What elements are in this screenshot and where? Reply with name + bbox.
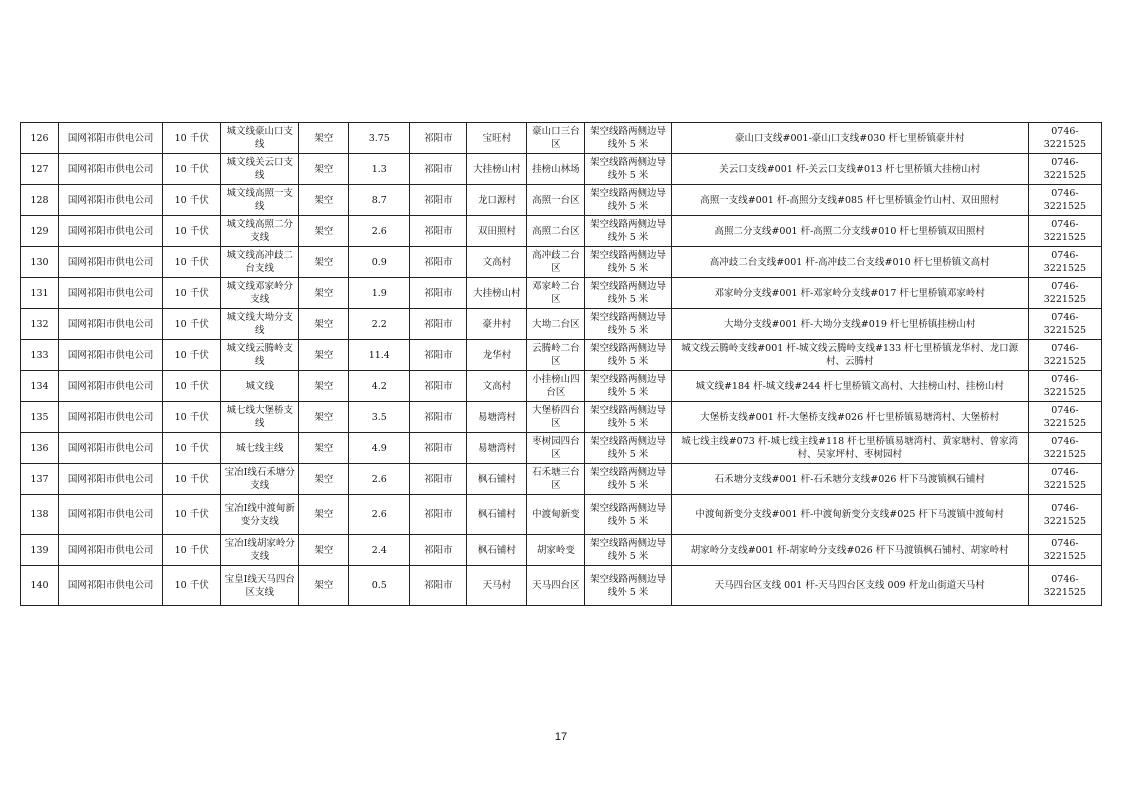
cell-scope: 架空线路两侧边导线外 5 米 xyxy=(585,371,671,402)
cell-county: 祁阳市 xyxy=(410,123,467,154)
cell-type: 架空 xyxy=(299,535,349,566)
cell-station: 豪山口三台区 xyxy=(527,123,585,154)
cell-length: 11.4 xyxy=(349,340,410,371)
cell-company: 国网祁阳市供电公司 xyxy=(59,247,163,278)
cell-length: 2.2 xyxy=(349,309,410,340)
cell-phone: 0746-3221525 xyxy=(1028,185,1101,216)
cell-village: 文高村 xyxy=(467,371,527,402)
cell-line: 城文线云腾岭支线 xyxy=(221,340,299,371)
cell-length: 2.4 xyxy=(349,535,410,566)
cell-voltage: 10 千伏 xyxy=(163,216,221,247)
cell-route: 高冲歧二台支线#001 杆-高冲歧二台支线#010 杆七里桥镇文高村 xyxy=(671,247,1028,278)
cell-line: 城七线主线 xyxy=(221,433,299,464)
cell-length: 1.3 xyxy=(349,154,410,185)
table-row xyxy=(21,535,1102,566)
cell-no: 127 xyxy=(21,154,59,185)
cell-village: 大挂榜山村 xyxy=(467,154,527,185)
cell-village: 豪井村 xyxy=(467,309,527,340)
cell-phone: 0746-3221525 xyxy=(1028,340,1101,371)
cell-company: 国网祁阳市供电公司 xyxy=(59,495,163,535)
cell-company: 国网祁阳市供电公司 xyxy=(59,402,163,433)
cell-scope: 架空线路两侧边导线外 5 米 xyxy=(585,433,671,464)
cell-county: 祁阳市 xyxy=(410,371,467,402)
cell-station: 天马四台区 xyxy=(527,566,585,606)
cell-phone: 0746-3221525 xyxy=(1028,371,1101,402)
cell-phone: 0746-3221525 xyxy=(1028,247,1101,278)
cell-station: 胡家岭变 xyxy=(527,535,585,566)
cell-station: 石禾塘三台区 xyxy=(527,464,585,495)
cell-phone: 0746-3221525 xyxy=(1028,433,1101,464)
cell-station: 大堡桥四台区 xyxy=(527,402,585,433)
cell-length: 2.6 xyxy=(349,216,410,247)
table-row xyxy=(21,371,1102,402)
cell-phone: 0746-3221525 xyxy=(1028,402,1101,433)
cell-county: 祁阳市 xyxy=(410,464,467,495)
cell-no: 128 xyxy=(21,185,59,216)
cell-scope: 架空线路两侧边导线外 5 米 xyxy=(585,340,671,371)
cell-station: 挂榜山林场 xyxy=(527,154,585,185)
table-row xyxy=(21,495,1102,535)
cell-line: 城文线高冲歧二台支线 xyxy=(221,247,299,278)
cell-route: 大堡桥支线#001 杆-大堡桥支线#026 杆七里桥镇易塘湾村、大堡桥村 xyxy=(671,402,1028,433)
cell-scope: 架空线路两侧边导线外 5 米 xyxy=(585,464,671,495)
cell-county: 祁阳市 xyxy=(410,433,467,464)
cell-county: 祁阳市 xyxy=(410,566,467,606)
cell-voltage: 10 千伏 xyxy=(163,247,221,278)
cell-no: 134 xyxy=(21,371,59,402)
table-row xyxy=(21,216,1102,247)
cell-no: 137 xyxy=(21,464,59,495)
cell-type: 架空 xyxy=(299,154,349,185)
cell-county: 祁阳市 xyxy=(410,185,467,216)
cell-phone: 0746-3221525 xyxy=(1028,154,1101,185)
cell-village: 文高村 xyxy=(467,247,527,278)
cell-no: 133 xyxy=(21,340,59,371)
table-row xyxy=(21,154,1102,185)
table-row xyxy=(21,340,1102,371)
cell-village: 龙华村 xyxy=(467,340,527,371)
cell-line: 城文线高照一支线 xyxy=(221,185,299,216)
cell-length: 2.6 xyxy=(349,495,410,535)
cell-route: 石禾塘分支线#001 杆-石禾塘分支线#026 杆下马渡镇枫石铺村 xyxy=(671,464,1028,495)
cell-county: 祁阳市 xyxy=(410,278,467,309)
cell-type: 架空 xyxy=(299,123,349,154)
cell-village: 枫石铺村 xyxy=(467,495,527,535)
cell-length: 4.2 xyxy=(349,371,410,402)
cell-village: 易塘湾村 xyxy=(467,433,527,464)
cell-type: 架空 xyxy=(299,566,349,606)
table-row xyxy=(21,278,1102,309)
cell-line: 城文线 xyxy=(221,371,299,402)
cell-type: 架空 xyxy=(299,495,349,535)
cell-company: 国网祁阳市供电公司 xyxy=(59,185,163,216)
cell-company: 国网祁阳市供电公司 xyxy=(59,278,163,309)
cell-type: 架空 xyxy=(299,340,349,371)
cell-scope: 架空线路两侧边导线外 5 米 xyxy=(585,309,671,340)
cell-length: 8.7 xyxy=(349,185,410,216)
table-row xyxy=(21,433,1102,464)
cell-village: 双田照村 xyxy=(467,216,527,247)
cell-route: 豪山口支线#001-豪山口支线#030 杆七里桥镇豪井村 xyxy=(671,123,1028,154)
cell-type: 架空 xyxy=(299,402,349,433)
cell-length: 4.9 xyxy=(349,433,410,464)
cell-phone: 0746-3221525 xyxy=(1028,566,1101,606)
cell-type: 架空 xyxy=(299,464,349,495)
cell-station: 高冲歧二台区 xyxy=(527,247,585,278)
cell-station: 枣树园四台区 xyxy=(527,433,585,464)
cell-route: 高照二分支线#001 杆-高照二分支线#010 杆七里桥镇双田照村 xyxy=(671,216,1028,247)
table-body xyxy=(21,123,1102,606)
cell-company: 国网祁阳市供电公司 xyxy=(59,535,163,566)
cell-station: 云腾岭二台区 xyxy=(527,340,585,371)
cell-line: 城文线豪山口支线 xyxy=(221,123,299,154)
cell-voltage: 10 千伏 xyxy=(163,495,221,535)
cell-length: 1.9 xyxy=(349,278,410,309)
cell-type: 架空 xyxy=(299,216,349,247)
cell-route: 城七线主线#073 杆-城七线主线#118 杆七里桥镇易塘湾村、黄家塘村、曾家湾村、吴家坪村、枣树园村 xyxy=(671,433,1028,464)
cell-no: 129 xyxy=(21,216,59,247)
cell-no: 130 xyxy=(21,247,59,278)
cell-voltage: 10 千伏 xyxy=(163,340,221,371)
cell-station: 大坳二台区 xyxy=(527,309,585,340)
cell-company: 国网祁阳市供电公司 xyxy=(59,371,163,402)
cell-voltage: 10 千伏 xyxy=(163,309,221,340)
cell-line: 城文线高照二分支线 xyxy=(221,216,299,247)
cell-line: 宝皇Ⅰ线天马四台区支线 xyxy=(221,566,299,606)
cell-station: 邓家岭二台区 xyxy=(527,278,585,309)
cell-station: 高照一台区 xyxy=(527,185,585,216)
cell-route: 胡家岭分支线#001 杆-胡家岭分支线#026 杆下马渡镇枫石铺村、胡家岭村 xyxy=(671,535,1028,566)
cell-county: 祁阳市 xyxy=(410,216,467,247)
cell-county: 祁阳市 xyxy=(410,309,467,340)
cell-type: 架空 xyxy=(299,247,349,278)
cell-type: 架空 xyxy=(299,185,349,216)
cell-company: 国网祁阳市供电公司 xyxy=(59,433,163,464)
cell-line: 宝冶Ⅰ线石禾塘分支线 xyxy=(221,464,299,495)
page-number: 17 xyxy=(554,731,568,743)
table-row xyxy=(21,309,1102,340)
cell-scope: 架空线路两侧边导线外 5 米 xyxy=(585,216,671,247)
cell-no: 140 xyxy=(21,566,59,606)
table-row xyxy=(21,123,1102,154)
cell-route: 城文线#184 杆-城文线#244 杆七里桥镇文高村、大挂榜山村、挂榜山村 xyxy=(671,371,1028,402)
cell-length: 2.6 xyxy=(349,464,410,495)
cell-type: 架空 xyxy=(299,278,349,309)
cell-line: 宝冶Ⅰ线胡家岭分支线 xyxy=(221,535,299,566)
cell-village: 宝旺村 xyxy=(467,123,527,154)
cell-station: 小挂榜山四台区 xyxy=(527,371,585,402)
table-row xyxy=(21,247,1102,278)
cell-voltage: 10 千伏 xyxy=(163,278,221,309)
cell-no: 135 xyxy=(21,402,59,433)
cell-company: 国网祁阳市供电公司 xyxy=(59,340,163,371)
cell-scope: 架空线路两侧边导线外 5 米 xyxy=(585,185,671,216)
cell-county: 祁阳市 xyxy=(410,247,467,278)
cell-route: 大坳分支线#001 杆-大坳分支线#019 杆七里桥镇挂榜山村 xyxy=(671,309,1028,340)
cell-type: 架空 xyxy=(299,371,349,402)
cell-voltage: 10 千伏 xyxy=(163,535,221,566)
cell-scope: 架空线路两侧边导线外 5 米 xyxy=(585,566,671,606)
cell-length: 0.5 xyxy=(349,566,410,606)
cell-county: 祁阳市 xyxy=(410,340,467,371)
cell-no: 136 xyxy=(21,433,59,464)
cell-village: 易塘湾村 xyxy=(467,402,527,433)
cell-line: 宝冶Ⅰ线中渡甸新变分支线 xyxy=(221,495,299,535)
cell-line: 城文线邓家岭分支线 xyxy=(221,278,299,309)
cell-village: 龙口源村 xyxy=(467,185,527,216)
cell-phone: 0746-3221525 xyxy=(1028,123,1101,154)
cell-phone: 0746-3221525 xyxy=(1028,464,1101,495)
table-row xyxy=(21,464,1102,495)
cell-company: 国网祁阳市供电公司 xyxy=(59,123,163,154)
cell-phone: 0746-3221525 xyxy=(1028,535,1101,566)
cell-route: 高照一支线#001 杆-高照分支线#085 杆七里桥镇金竹山村、双田照村 xyxy=(671,185,1028,216)
cell-route: 天马四台区支线 001 杆-天马四台区支线 009 杆龙山街道天马村 xyxy=(671,566,1028,606)
cell-station: 高照二台区 xyxy=(527,216,585,247)
cell-route: 城文线云腾岭支线#001 杆-城文线云腾岭支线#133 杆七里桥镇龙华村、龙口源村、云腾村 xyxy=(671,340,1028,371)
cell-route: 关云口支线#001 杆-关云口支线#013 杆七里桥镇大挂榜山村 xyxy=(671,154,1028,185)
cell-scope: 架空线路两侧边导线外 5 米 xyxy=(585,247,671,278)
cell-village: 枫石铺村 xyxy=(467,535,527,566)
cell-voltage: 10 千伏 xyxy=(163,464,221,495)
cell-no: 132 xyxy=(21,309,59,340)
cell-length: 0.9 xyxy=(349,247,410,278)
cell-voltage: 10 千伏 xyxy=(163,185,221,216)
cell-voltage: 10 千伏 xyxy=(163,154,221,185)
cell-company: 国网祁阳市供电公司 xyxy=(59,216,163,247)
cell-scope: 架空线路两侧边导线外 5 米 xyxy=(585,495,671,535)
cell-county: 祁阳市 xyxy=(410,535,467,566)
cell-scope: 架空线路两侧边导线外 5 米 xyxy=(585,123,671,154)
cell-scope: 架空线路两侧边导线外 5 米 xyxy=(585,278,671,309)
table-row xyxy=(21,185,1102,216)
cell-type: 架空 xyxy=(299,309,349,340)
cell-station: 中渡甸新变 xyxy=(527,495,585,535)
cell-line: 城文线关云口支线 xyxy=(221,154,299,185)
cell-company: 国网祁阳市供电公司 xyxy=(59,566,163,606)
cell-route: 邓家岭分支线#001 杆-邓家岭分支线#017 杆七里桥镇邓家岭村 xyxy=(671,278,1028,309)
cell-company: 国网祁阳市供电公司 xyxy=(59,464,163,495)
cell-voltage: 10 千伏 xyxy=(163,566,221,606)
table-row xyxy=(21,566,1102,606)
cell-county: 祁阳市 xyxy=(410,495,467,535)
cell-voltage: 10 千伏 xyxy=(163,371,221,402)
cell-county: 祁阳市 xyxy=(410,402,467,433)
cell-scope: 架空线路两侧边导线外 5 米 xyxy=(585,154,671,185)
cell-village: 大挂榜山村 xyxy=(467,278,527,309)
cell-phone: 0746-3221525 xyxy=(1028,309,1101,340)
cell-line: 城七线大堡桥支线 xyxy=(221,402,299,433)
cell-no: 138 xyxy=(21,495,59,535)
cell-county: 祁阳市 xyxy=(410,154,467,185)
cell-no: 139 xyxy=(21,535,59,566)
cell-length: 3.75 xyxy=(349,123,410,154)
cell-length: 3.5 xyxy=(349,402,410,433)
cell-line: 城文线大坳分支线 xyxy=(221,309,299,340)
cell-company: 国网祁阳市供电公司 xyxy=(59,309,163,340)
cell-scope: 架空线路两侧边导线外 5 米 xyxy=(585,402,671,433)
cell-no: 131 xyxy=(21,278,59,309)
line-table xyxy=(20,122,1102,606)
table-row xyxy=(21,402,1102,433)
cell-voltage: 10 千伏 xyxy=(163,402,221,433)
cell-voltage: 10 千伏 xyxy=(163,433,221,464)
cell-company: 国网祁阳市供电公司 xyxy=(59,154,163,185)
cell-route: 中渡甸新变分支线#001 杆-中渡甸新变分支线#025 杆下马渡镇中渡甸村 xyxy=(671,495,1028,535)
cell-phone: 0746-3221525 xyxy=(1028,216,1101,247)
cell-no: 126 xyxy=(21,123,59,154)
cell-village: 枫石铺村 xyxy=(467,464,527,495)
cell-phone: 0746-3221525 xyxy=(1028,278,1101,309)
cell-scope: 架空线路两侧边导线外 5 米 xyxy=(585,535,671,566)
cell-type: 架空 xyxy=(299,433,349,464)
cell-village: 天马村 xyxy=(467,566,527,606)
cell-phone: 0746-3221525 xyxy=(1028,495,1101,535)
cell-voltage: 10 千伏 xyxy=(163,123,221,154)
